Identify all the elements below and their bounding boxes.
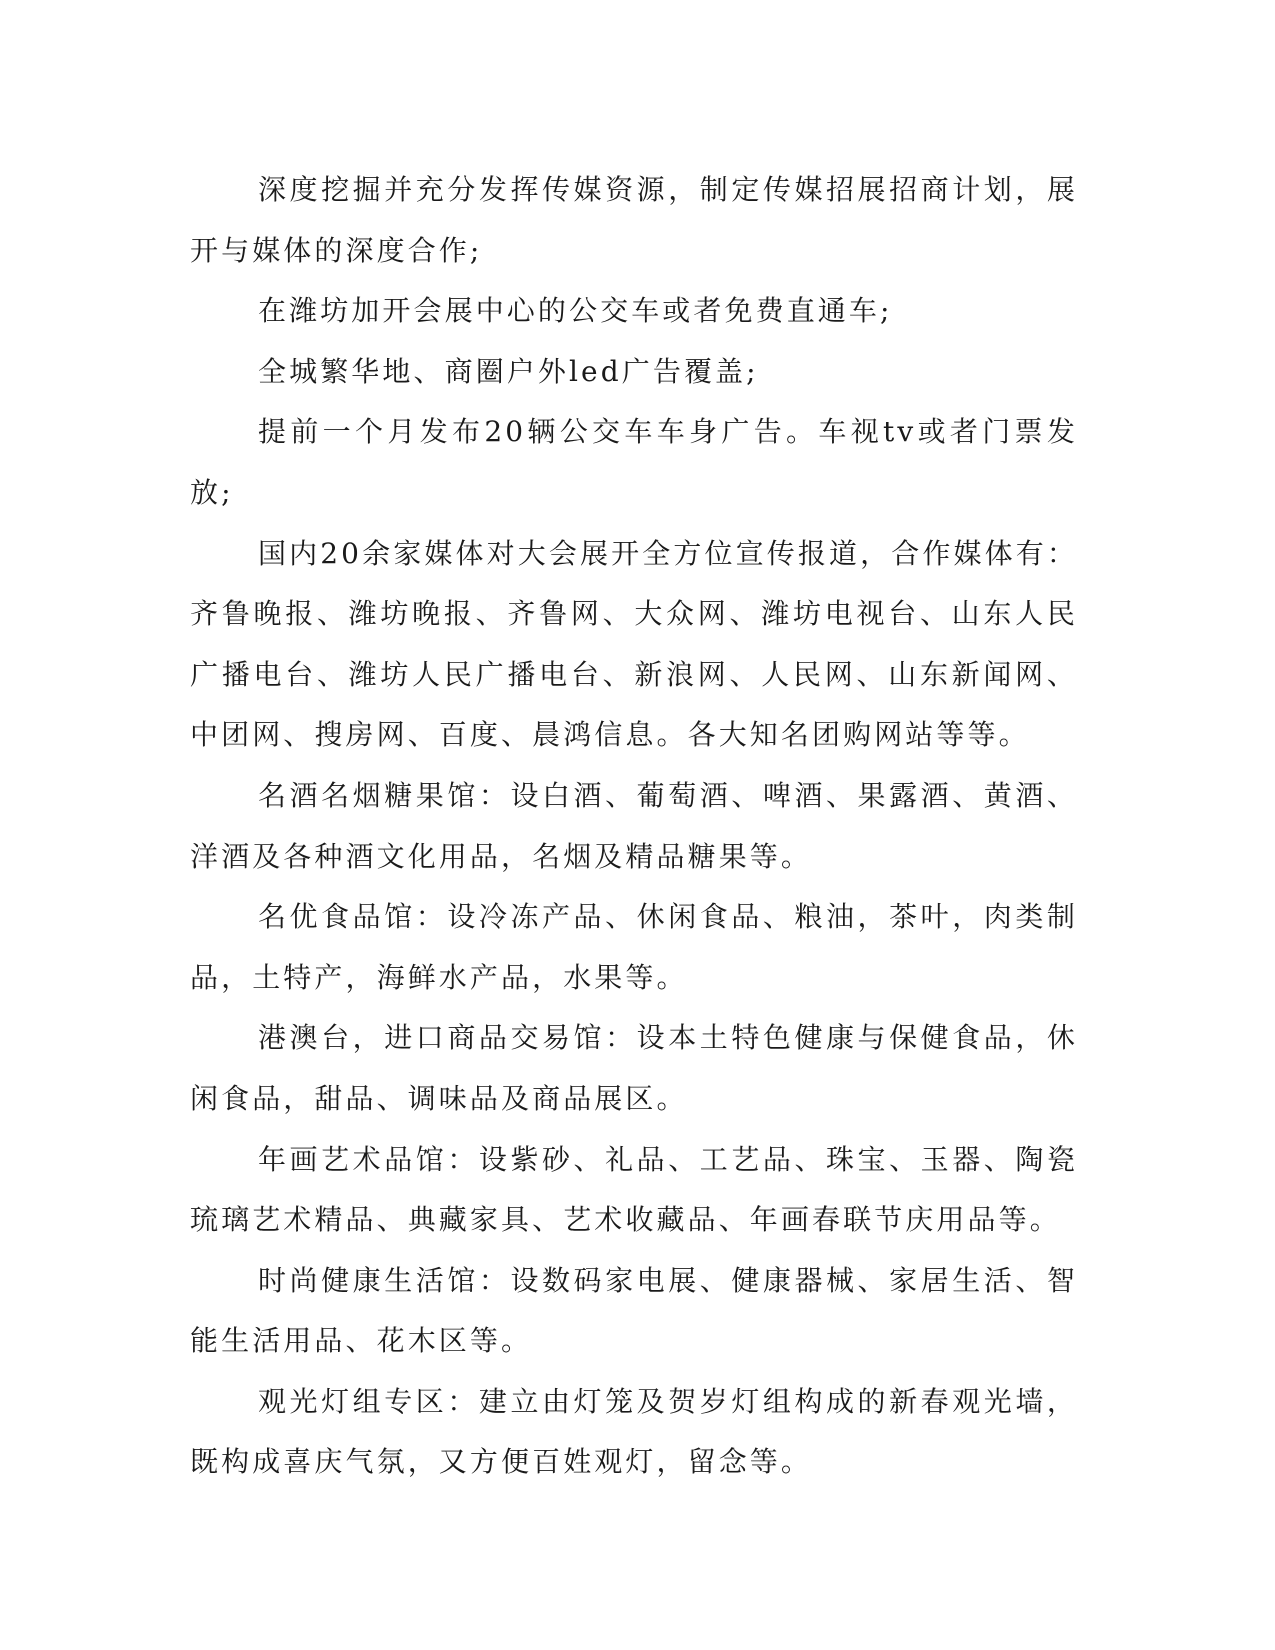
paragraph-art-hall: 年画艺术品馆：设紫砂、礼品、工艺品、珠宝、玉器、陶瓷琉璃艺术精品、典藏家具、艺术收藏品、年画春联节庆用品等。 — [190, 1142, 1078, 1237]
document-body — [190, 160, 1078, 1493]
paragraph-wine-tobacco-hall: 名酒名烟糖果馆：设白酒、葡萄酒、啤酒、果露酒、黄酒、洋酒及各种酒文化用品，名烟及精品糖果等。 — [190, 778, 1078, 873]
paragraph-shuttle-bus: 在潍坊加开会展中心的公交车或者免费直通车; — [258, 294, 893, 328]
paragraph-led-ads: 全城繁华地、商圈户外led广告覆盖; — [258, 354, 759, 388]
paragraph-lantern-zone: 观光灯组专区：建立由灯笼及贺岁灯组构成的新春观光墙，既构成喜庆气氛，又方便百姓观灯，留念等。 — [190, 1384, 1078, 1479]
paragraph-import-hall: 港澳台，进口商品交易馆：设本土特色健康与保健食品，休闲食品，甜品、调味品及商品展区。 — [190, 1021, 1078, 1115]
paragraph-bus-ads: 提前一个月发布20辆公交车车身广告。车视tv或者门票发放; — [190, 415, 1078, 509]
paragraph-lifestyle-hall: 时尚健康生活馆：设数码家电展、健康器械、家居生活、智能生活用品、花木区等。 — [190, 1263, 1078, 1358]
paragraph-media-partners: 国内20余家媒体对大会展开全方位宣传报道，合作媒体有：齐鲁晚报、潍坊晚报、齐鲁网、大众网、潍坊电视台、山东人民广播电台、潍坊人民广播电台、新浪网、人民网、山东新闻网、中团网、搜房网、百度、晨鸿信息。各大知名团购网站等等。 — [190, 536, 1078, 752]
paragraph-food-hall: 名优食品馆：设冷冻产品、休闲食品、粮油，茶叶，肉类制品，土特产，海鲜水产品，水果等。 — [190, 900, 1078, 994]
paragraph-media-cooperation: 深度挖掘并充分发挥传媒资源，制定传媒招展招商计划，展开与媒体的深度合作; — [190, 173, 1078, 267]
